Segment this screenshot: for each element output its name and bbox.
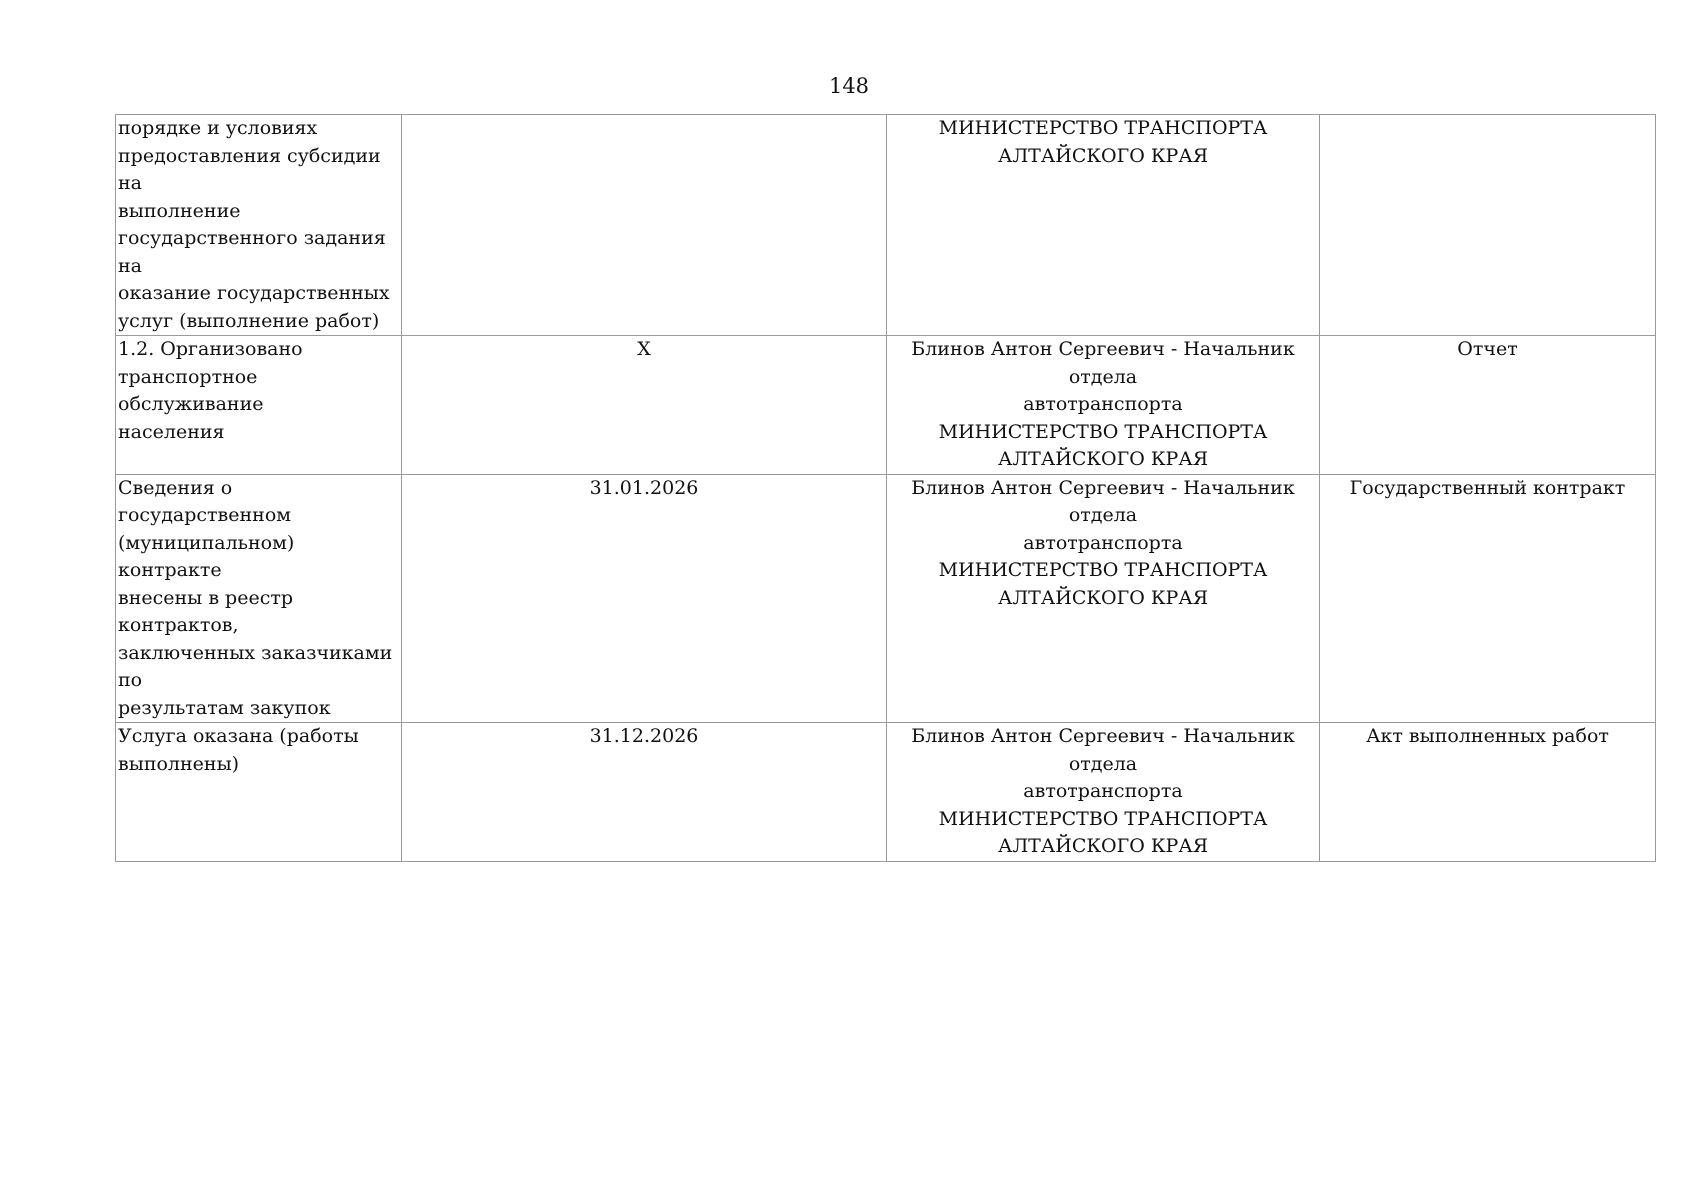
event-cell (116, 723, 402, 862)
responsible-cell (887, 115, 1320, 336)
event-line: заключенных заказчиками по (118, 641, 393, 691)
responsible-line: МИНИСТЕРСТВО ТРАНСПОРТА (938, 117, 1268, 139)
responsible-cell (887, 723, 1320, 862)
event-line: (муниципальном) контракте (118, 531, 295, 581)
event-line: выполнены) (118, 752, 240, 775)
event-line: транспортное обслуживание (118, 365, 264, 415)
date-cell: 31.01.2026 (402, 474, 887, 723)
responsible-line: автотранспорта (1023, 393, 1183, 415)
table-row (116, 474, 1656, 723)
table-row (116, 336, 1656, 475)
document-cell (1320, 115, 1656, 336)
date-cell (402, 115, 887, 336)
event-line: населения (118, 420, 225, 443)
document-cell: Государственный контракт (1320, 474, 1656, 723)
event-cell (116, 336, 402, 475)
event-line: оказание государственных (118, 282, 390, 304)
event-cell (116, 115, 402, 336)
responsible-line: Блинов Антон Сергеевич - Начальник отдела (911, 338, 1295, 388)
responsible-line: МИНИСТЕРСТВО ТРАНСПОРТА (938, 807, 1268, 830)
date-cell: X (402, 336, 887, 475)
page-number: 148 (828, 74, 870, 98)
event-line: внесены в реестр контрактов, (118, 586, 294, 636)
event-line: 1.2. Организовано (118, 338, 303, 360)
responsible-cell (887, 336, 1320, 475)
document-cell: Отчет (1320, 336, 1656, 475)
responsible-line: АЛТАЙСКОГО КРАЯ (997, 448, 1209, 470)
event-cell (116, 474, 402, 723)
event-line: государственного задания на (118, 227, 386, 277)
responsible-line: Блинов Антон Сергеевич - Начальник отдела (911, 725, 1295, 775)
responsible-line: МИНИСТЕРСТВО ТРАНСПОРТА (938, 559, 1268, 581)
event-line: Сведения о государственном (118, 476, 292, 526)
responsible-line: Блинов Антон Сергеевич - Начальник отдела (911, 476, 1295, 526)
responsible-line: МИНИСТЕРСТВО ТРАНСПОРТА (938, 420, 1268, 443)
event-line: результатам закупок (118, 696, 331, 719)
responsible-cell (887, 474, 1320, 723)
table-row (116, 723, 1656, 862)
event-line: порядке и условиях (118, 117, 318, 139)
responsible-line: АЛТАЙСКОГО КРАЯ (997, 586, 1209, 609)
event-line: Услуга оказана (работы (118, 725, 359, 747)
responsible-line: автотранспорта (1023, 780, 1183, 802)
event-line: предоставления субсидии на (118, 144, 381, 194)
date-cell: 31.12.2026 (402, 723, 887, 862)
table-row (116, 115, 1656, 336)
event-line: выполнение (118, 199, 241, 222)
responsible-line: АЛТАЙСКОГО КРАЯ (997, 835, 1209, 857)
document-cell: Акт выполненных работ (1320, 723, 1656, 862)
event-line: услуг (выполнение работ) (118, 309, 380, 332)
responsible-line: автотранспорта (1023, 531, 1183, 554)
control-points-table (115, 114, 1656, 862)
responsible-line: АЛТАЙСКОГО КРАЯ (997, 144, 1209, 167)
